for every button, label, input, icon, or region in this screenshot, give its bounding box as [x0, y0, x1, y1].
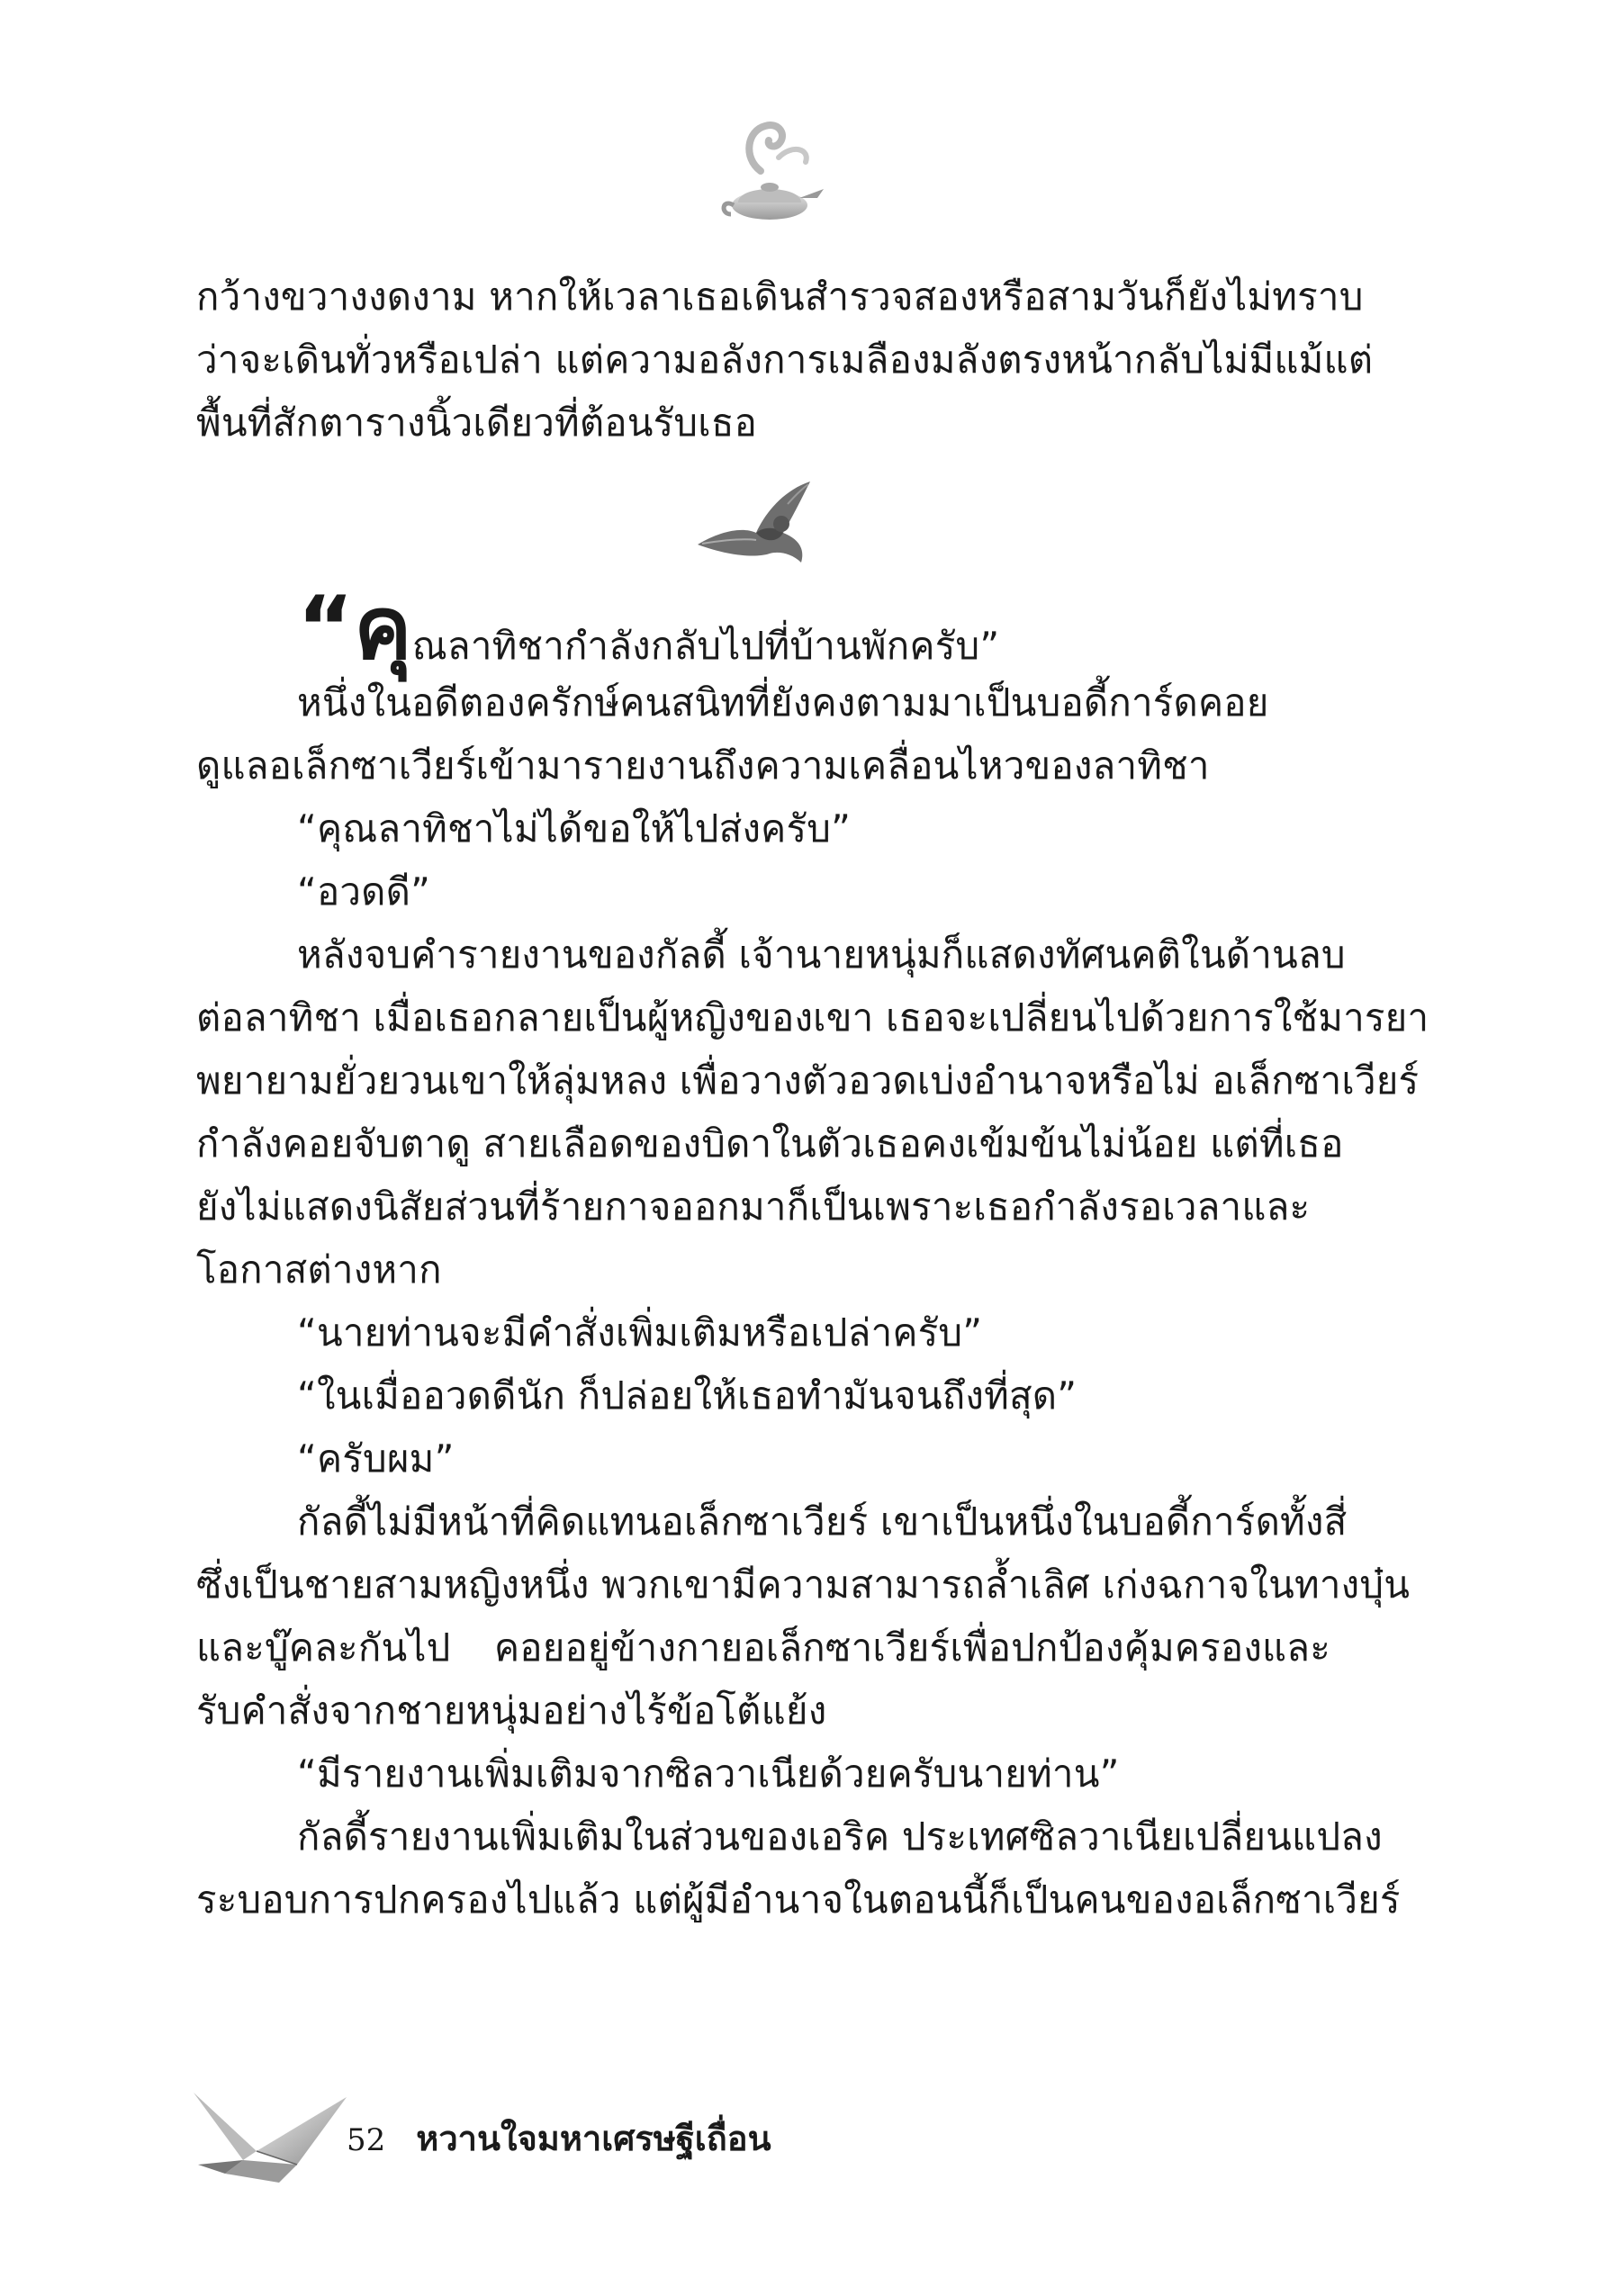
- page-footer: [347, 2111, 771, 2165]
- text-line: ยังไม่แสดงนิสัยส่วนที่ร้ายกาจออกมาก็เป็นเพราะเธอกำลังรอเวลาและ: [196, 1184, 1311, 1229]
- text-line: ดูแลอเล็กซาเวียร์เข้ามารายงานถึงความเคลื่อนไหวของลาทิชา: [196, 743, 1210, 788]
- dropcap-quote: “: [297, 578, 355, 679]
- dialog-line: “มีรายงานเพิ่มเติมจากซิลวาเนียด้วยครับนายท่าน”: [297, 1751, 1120, 1796]
- text-line: ว่าจะเดินทั่วหรือเปล่า แต่ความอลังการเมลืองมลังตรงหน้ากลับไม่มีแม้แต่: [196, 338, 1374, 382]
- main-text: [196, 578, 1429, 1931]
- text-line: พยายามยั่วยวนเขาให้ลุ่มหลง เพื่อวางตัวอวดเบ่งอำนาจหรือไม่ อเล็กซาเวียร์: [196, 1058, 1420, 1103]
- text-line: โอกาสต่างหาก: [196, 1247, 442, 1292]
- dialog-line: “นายท่านจะมีคำสั่งเพิ่มเติมหรือเปล่าครับ”: [297, 1310, 983, 1355]
- text-line: หนึ่งในอดีตองครักษ์คนสนิทที่ยังคงตามมาเป็นบอดี้การ์ดคอย: [297, 680, 1269, 725]
- text-line: ระบอบการปกครองไปแล้ว แต่ผู้มีอำนาจในตอนนี้ก็เป็นคนของอเล็กซาเวียร์: [196, 1877, 1401, 1922]
- text-line: กว้างขวางงดงาม หากให้เวลาเธอเดินสำรวจสองหรือสามวันก็ยังไม่ทราบ: [196, 275, 1364, 319]
- text-line: พื้นที่สักตารางนิ้วเดียวที่ต้อนรับเธอ: [196, 401, 758, 445]
- text-line: ซึ่งเป็นชายสามหญิงหนึ่ง พวกเขามีความสามารถล้ำเลิศ เก่งฉกาจในทางบุ๋น: [196, 1562, 1411, 1607]
- text-line: และบู๊คละกันไป คอยอยู่ข้างกายอเล็กซาเวียร์เพื่อปกป้องคุ้มครองและ: [196, 1625, 1330, 1670]
- paper-crane-icon: [189, 2088, 351, 2187]
- dialog-line: “คุณลาทิชาไม่ได้ขอให้ไปส่งครับ”: [297, 806, 852, 851]
- dialog-line: “ในเมื่ออวดดีนัก ก็ปล่อยให้เธอทำมันจนถึงที่สุด”: [297, 1373, 1078, 1418]
- dialog-line: “อวดดี”: [297, 869, 431, 914]
- text-line: กำลังคอยจับตาดู สายเลือดของบิดาในตัวเธอคงเข้มข้นไม่น้อย แต่ที่เธอ: [196, 1121, 1344, 1166]
- flying-owl-icon: [693, 477, 828, 576]
- dialog-line: “ครับผม”: [297, 1436, 455, 1481]
- dropcap-letter: คุ: [354, 578, 412, 679]
- genie-lamp-icon: [711, 108, 828, 234]
- text-line: รับคำสั่งจากชายหนุ่มอย่างไร้ข้อโต้แย้ง: [196, 1688, 827, 1733]
- dropcap-rest: ณลาทิชากำลังกลับไปที่บ้านพักครับ”: [411, 624, 1000, 668]
- dropcap-line: [196, 578, 1330, 679]
- page-number: 52: [347, 2122, 386, 2158]
- text-line: ต่อลาทิชา เมื่อเธอกลายเป็นผู้หญิงของเขา เธอจะเปลี่ยนไปด้วยการใช้มารยา: [196, 995, 1429, 1040]
- book-title: หวานใจมหาเศรษฐีเถื่อน: [416, 2119, 771, 2158]
- top-paragraph: [196, 266, 1374, 455]
- text-line: กัลดี้ไม่มีหน้าที่คิดแทนอเล็กซาเวียร์ เขาเป็นหนึ่งในบอดี้การ์ดทั้งสี่: [297, 1499, 1348, 1544]
- text-line: กัลดี้รายงานเพิ่มเติมในส่วนของเอริค ประเทศซิลวาเนียเปลี่ยนแปลง: [297, 1814, 1383, 1859]
- text-line: หลังจบคำรายงานของกัลดี้ เจ้านายหนุ่มก็แสดงทัศนคติในด้านลบ: [297, 932, 1346, 977]
